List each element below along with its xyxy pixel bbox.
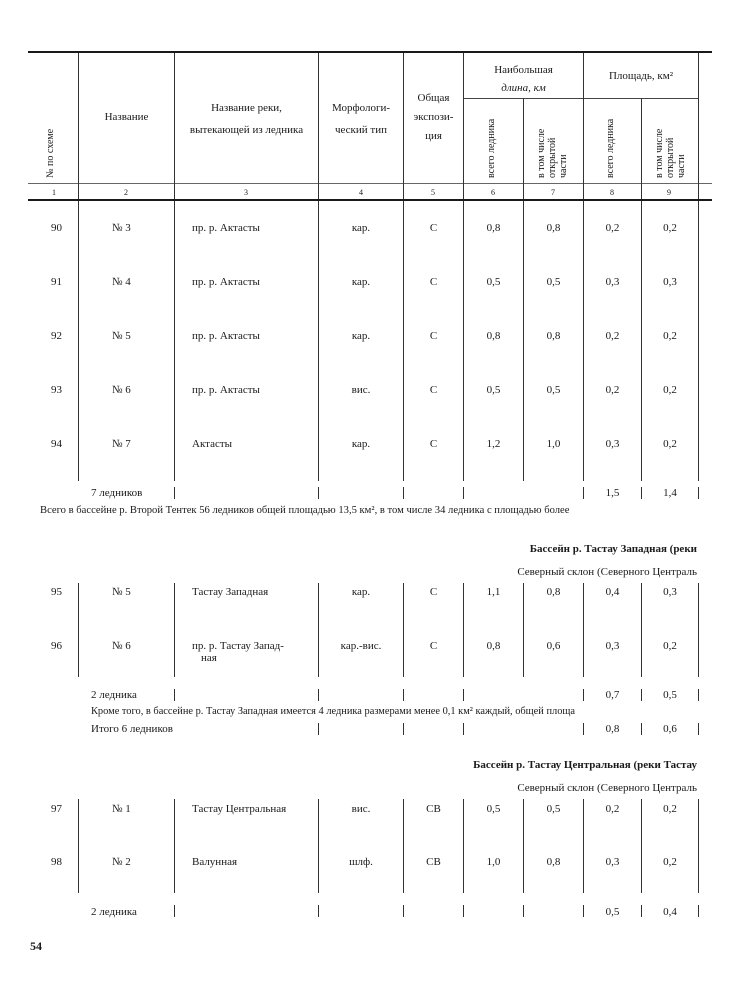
row-93-len-open: 0,5 bbox=[546, 384, 561, 396]
summary-tick bbox=[698, 689, 699, 701]
row-95-num: 95 bbox=[51, 586, 62, 598]
block1-summary-area-total: 1,5 bbox=[605, 487, 620, 499]
row-97-area-total: 0,2 bbox=[605, 803, 620, 815]
row-95-len-total: 1,1 bbox=[486, 586, 501, 598]
row-91-num: 91 bbox=[51, 276, 62, 288]
header-col9-line1: в том числе bbox=[654, 128, 665, 178]
row-98-num: 98 bbox=[51, 856, 62, 868]
header-col7-line2: открытой bbox=[547, 137, 558, 178]
body-vline bbox=[78, 583, 79, 677]
header-vline bbox=[523, 98, 524, 199]
col-number: 4 bbox=[359, 188, 363, 197]
header-vline bbox=[641, 98, 642, 199]
header-col5-line1: Общая bbox=[417, 92, 450, 104]
row-92-area-open: 0,2 bbox=[663, 330, 677, 342]
block3-summary-area-open: 0,4 bbox=[663, 906, 677, 918]
body-vline bbox=[698, 583, 699, 677]
block3-summary-area-total: 0,5 bbox=[605, 906, 620, 918]
row-94-len-total: 1,2 bbox=[486, 438, 501, 450]
summary-tick bbox=[318, 905, 319, 917]
row-91-len-open: 0,5 bbox=[546, 276, 561, 288]
row-96-area-open: 0,2 bbox=[663, 640, 677, 652]
row-98-area-open: 0,2 bbox=[663, 856, 677, 868]
summary-tick bbox=[463, 723, 464, 735]
block2-total-area-open: 0,6 bbox=[663, 723, 677, 735]
summary-tick bbox=[698, 905, 699, 917]
row-95-exp: С bbox=[429, 586, 438, 598]
summary-tick bbox=[463, 487, 464, 499]
block3-summary-label: 2 ледника bbox=[91, 906, 137, 918]
row-91-len-total: 0,5 bbox=[486, 276, 501, 288]
summary-tick bbox=[698, 723, 699, 735]
row-91-exp: С bbox=[429, 276, 438, 288]
row-97-len-open: 0,5 bbox=[546, 803, 561, 815]
header-col7-line1: в том числе bbox=[536, 128, 547, 178]
row-93-len-total: 0,5 bbox=[486, 384, 501, 396]
row-90-num: 90 bbox=[51, 222, 62, 234]
col-number: 1 bbox=[52, 188, 56, 197]
block2-summary-label: 2 ледника bbox=[91, 689, 137, 701]
header-top-rule bbox=[28, 51, 712, 53]
row-98-len-total: 1,0 bbox=[486, 856, 501, 868]
row-97-type: вис. bbox=[351, 803, 371, 815]
row-96-river: пр. р. Тастау Запад- bbox=[192, 640, 284, 652]
row-95-area-open: 0,3 bbox=[663, 586, 677, 598]
summary-tick bbox=[463, 689, 464, 701]
row-98-area-total: 0,3 bbox=[605, 856, 620, 868]
row-96-river-cont: ная bbox=[201, 652, 217, 664]
block2-note: Кроме того, в бассейне р. Тастау Западная имеется 4 ледника размерами менее 0,1 км² каждый, общей площа bbox=[91, 706, 576, 717]
row-90-len-total: 0,8 bbox=[486, 222, 501, 234]
col-number: 3 bbox=[244, 188, 248, 197]
summary-tick bbox=[403, 905, 404, 917]
block2-subtitle: Северный склон (Северного Централь bbox=[517, 566, 697, 578]
row-98-exp: СВ bbox=[426, 856, 441, 868]
header-length-group-line2: длина, км bbox=[501, 82, 546, 94]
header-col8: всего ледника bbox=[605, 118, 616, 178]
row-96-len-open: 0,6 bbox=[546, 640, 561, 652]
row-94-river: Актасты bbox=[192, 438, 233, 450]
block3-title: Бассейн р. Тастау Центральная (реки Тастау bbox=[473, 759, 697, 771]
header-vline bbox=[698, 53, 699, 199]
summary-tick bbox=[318, 723, 319, 735]
row-93-num: 93 bbox=[51, 384, 62, 396]
page-number: 54 bbox=[30, 939, 42, 953]
row-96-len-total: 0,8 bbox=[486, 640, 501, 652]
row-90-area-total: 0,2 bbox=[605, 222, 620, 234]
block2-title: Бассейн р. Тастау Западная (реки bbox=[529, 543, 697, 555]
summary-tick bbox=[698, 487, 699, 499]
row-98-type: шлф. bbox=[349, 856, 373, 868]
header-vline bbox=[403, 53, 404, 199]
row-94-num: 94 bbox=[51, 438, 62, 450]
col-number: 7 bbox=[551, 188, 555, 197]
row-92-name: № 5 bbox=[112, 330, 131, 342]
block2-summary-area-total: 0,7 bbox=[605, 689, 620, 701]
row-96-area-total: 0,3 bbox=[605, 640, 620, 652]
row-92-num: 92 bbox=[51, 330, 62, 342]
row-95-area-total: 0,4 bbox=[605, 586, 620, 598]
summary-tick bbox=[318, 487, 319, 499]
summary-tick bbox=[523, 905, 524, 917]
header-area-group: Площадь, км² bbox=[608, 70, 673, 82]
summary-tick bbox=[403, 487, 404, 499]
row-98-name: № 2 bbox=[112, 856, 131, 868]
summary-tick bbox=[174, 487, 175, 499]
row-94-area-open: 0,2 bbox=[663, 438, 677, 450]
summary-tick bbox=[463, 905, 464, 917]
row-92-len-total: 0,8 bbox=[486, 330, 501, 342]
row-93-exp: С bbox=[429, 384, 438, 396]
row-94-len-open: 1,0 bbox=[546, 438, 561, 450]
row-90-type: кар. bbox=[351, 222, 371, 234]
block1-note: Всего в бассейне р. Второй Тентек 56 ледников общей площадью 13,5 км², в том числе 34 ледника с площадью более bbox=[40, 505, 570, 516]
row-94-type: кар. bbox=[351, 438, 371, 450]
row-97-len-total: 0,5 bbox=[486, 803, 501, 815]
row-93-type: вис. bbox=[351, 384, 371, 396]
row-92-len-open: 0,8 bbox=[546, 330, 561, 342]
header-col3-line1: Название реки, bbox=[211, 102, 282, 114]
row-97-river: Тастау Центральная bbox=[192, 803, 287, 815]
row-93-name: № 6 bbox=[112, 384, 131, 396]
header-col6: всего ледника bbox=[486, 118, 497, 178]
row-98-len-open: 0,8 bbox=[546, 856, 561, 868]
row-98-river: Валунная bbox=[192, 856, 238, 868]
row-90-name: № 3 bbox=[112, 222, 131, 234]
block2-total-area-total: 0,8 bbox=[605, 723, 620, 735]
header-length-group-line1: Наибольшая bbox=[494, 64, 553, 76]
row-92-river: пр. р. Актасты bbox=[192, 330, 260, 342]
header-col4-line2: ческий тип bbox=[334, 124, 388, 136]
summary-tick bbox=[318, 689, 319, 701]
row-91-area-total: 0,3 bbox=[605, 276, 620, 288]
body-vline bbox=[174, 583, 175, 677]
row-96-name: № 6 bbox=[112, 640, 131, 652]
row-97-area-open: 0,2 bbox=[663, 803, 677, 815]
row-90-len-open: 0,8 bbox=[546, 222, 561, 234]
body-vline bbox=[698, 201, 699, 481]
body-vline bbox=[78, 799, 79, 893]
summary-tick bbox=[174, 689, 175, 701]
row-94-area-total: 0,3 bbox=[605, 438, 620, 450]
col-number: 6 bbox=[491, 188, 495, 197]
row-91-name: № 4 bbox=[112, 276, 131, 288]
body-vline bbox=[78, 201, 79, 481]
col-number: 2 bbox=[124, 188, 128, 197]
row-97-num: 97 bbox=[51, 803, 62, 815]
header-col4-line1: Морфологи- bbox=[331, 102, 391, 114]
row-95-len-open: 0,8 bbox=[546, 586, 561, 598]
summary-tick bbox=[174, 905, 175, 917]
header-bottom-rule bbox=[28, 199, 712, 201]
row-96-type: кар.-вис. bbox=[340, 640, 382, 652]
row-96-num: 96 bbox=[51, 640, 62, 652]
row-97-exp: СВ bbox=[426, 803, 441, 815]
row-94-name: № 7 bbox=[112, 438, 131, 450]
row-93-river: пр. р. Актасты bbox=[192, 384, 260, 396]
row-91-river: пр. р. Актасты bbox=[192, 276, 260, 288]
header-vline bbox=[78, 53, 79, 199]
row-92-type: кар. bbox=[351, 330, 371, 342]
header-group-rule bbox=[463, 98, 698, 99]
row-92-exp: С bbox=[429, 330, 438, 342]
row-93-area-total: 0,2 bbox=[605, 384, 620, 396]
row-97-name: № 1 bbox=[112, 803, 131, 815]
row-92-area-total: 0,2 bbox=[605, 330, 620, 342]
block2-summary-area-open: 0,5 bbox=[663, 689, 677, 701]
col-number: 9 bbox=[667, 188, 671, 197]
body-vline bbox=[174, 201, 175, 481]
body-vline bbox=[698, 799, 699, 893]
row-95-name: № 5 bbox=[112, 586, 131, 598]
col-number: 8 bbox=[610, 188, 614, 197]
row-90-area-open: 0,2 bbox=[663, 222, 677, 234]
body-vline bbox=[174, 799, 175, 893]
header-col9-line2: открытой bbox=[665, 137, 676, 178]
row-95-type: кар. bbox=[351, 586, 371, 598]
header-num-rule bbox=[28, 183, 712, 184]
col-number: 5 bbox=[431, 188, 435, 197]
header-col5-line3: ция bbox=[425, 130, 442, 142]
block2-total-label: Итого 6 ледников bbox=[91, 723, 173, 735]
block3-subtitle: Северный склон (Северного Централь bbox=[517, 782, 697, 794]
row-90-exp: С bbox=[429, 222, 438, 234]
summary-tick bbox=[403, 689, 404, 701]
row-93-area-open: 0,2 bbox=[663, 384, 677, 396]
block1-summary-label: 7 ледников bbox=[91, 487, 143, 499]
row-91-type: кар. bbox=[351, 276, 371, 288]
row-95-river: Тастау Западная bbox=[192, 586, 269, 598]
block1-summary-area-open: 1,4 bbox=[663, 487, 677, 499]
header-col1: № по схеме bbox=[45, 128, 56, 178]
row-90-river: пр. р. Актасты bbox=[192, 222, 260, 234]
row-91-area-open: 0,3 bbox=[663, 276, 677, 288]
header-col7-line3: части bbox=[558, 154, 569, 178]
header-col2: Название bbox=[104, 111, 149, 123]
header-col3-line2: вытекающей из ледника bbox=[189, 124, 304, 136]
header-col9-line3: части bbox=[676, 154, 687, 178]
row-94-exp: С bbox=[429, 438, 438, 450]
row-96-exp: С bbox=[429, 640, 438, 652]
summary-tick bbox=[403, 723, 404, 735]
header-col5-line2: экспози- bbox=[413, 111, 454, 123]
